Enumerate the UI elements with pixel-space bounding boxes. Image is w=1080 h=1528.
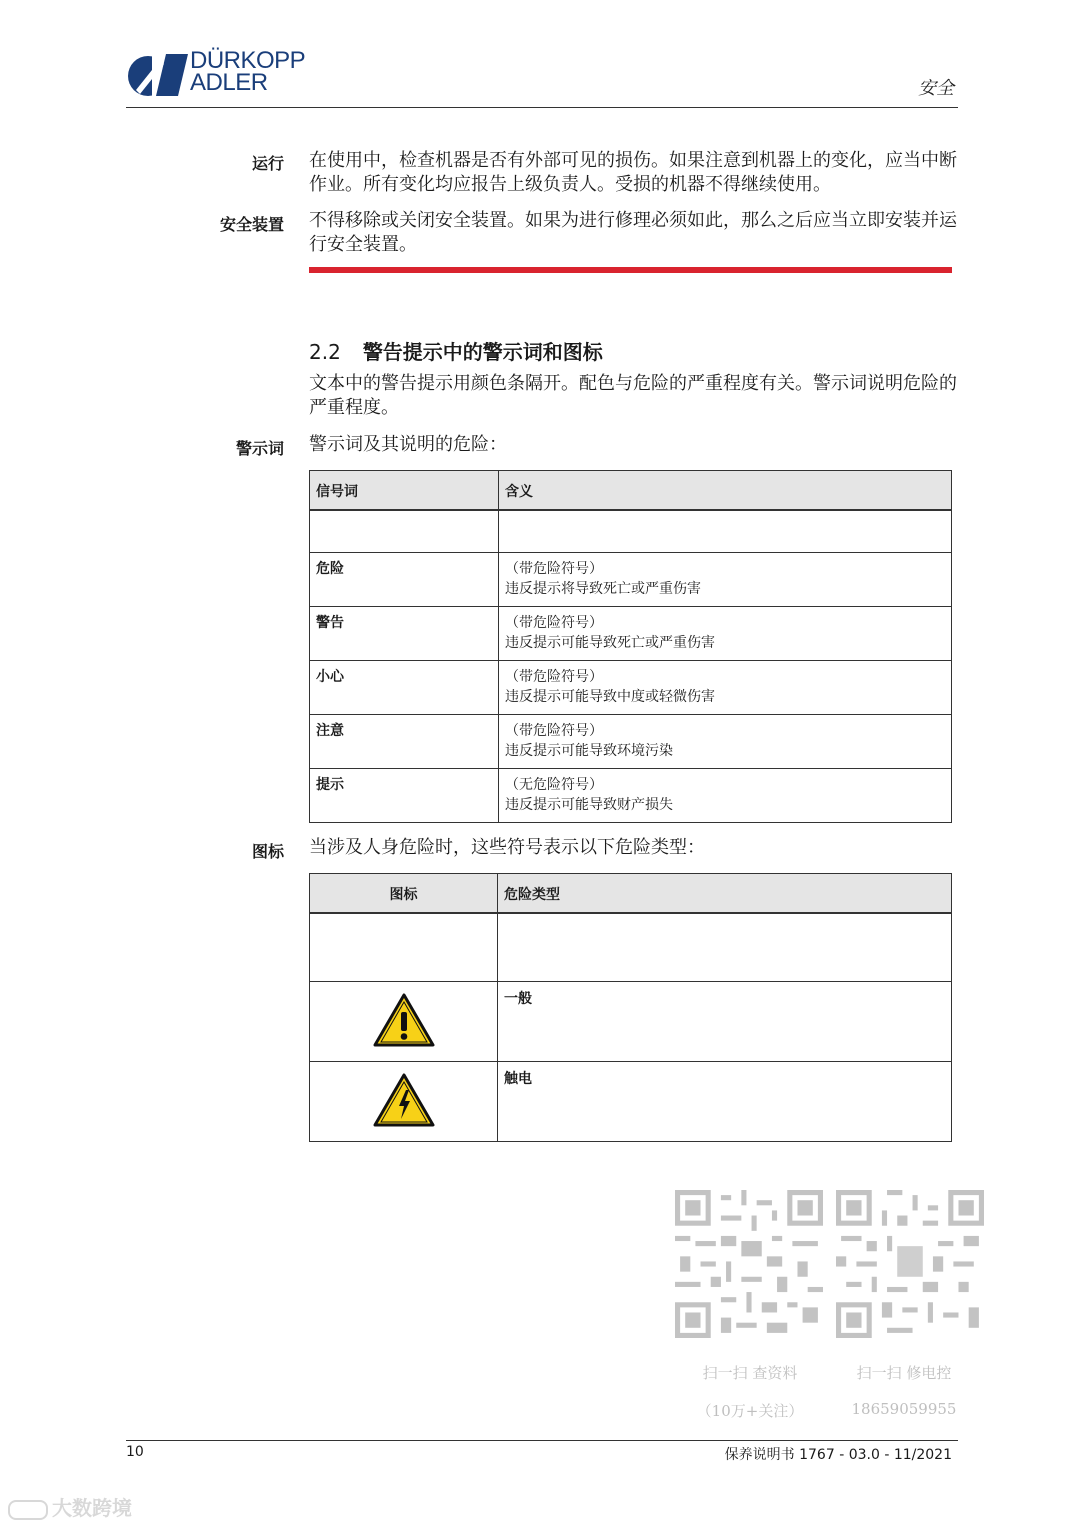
meaning-text: 违反提示可能导致中度或轻微伤害 (505, 689, 715, 705)
footer-rule (126, 1440, 958, 1441)
signal-word: 小心 (310, 661, 499, 715)
signal-meaning (499, 769, 952, 823)
watermark (8, 1492, 132, 1521)
operation-text: 在使用中，检查机器是否有外部可见的损伤。如果注意到机器上的变化，应当中断作业。所有变化均应报告上级负责人。受损的机器不得继续使用。 (309, 150, 957, 195)
document-reference: 保养说明书 1767 - 03.0 - 11/2021 (724, 1447, 952, 1463)
symbol-cell (310, 982, 498, 1062)
qr-caption-right-2: 18659059955 (851, 1400, 957, 1418)
table-header-row (310, 874, 952, 914)
table-row (310, 553, 952, 607)
section-heading (309, 336, 603, 365)
symbols-table (309, 873, 952, 1142)
operation-label: 运行 (251, 154, 284, 173)
meaning-symbol-note: （带危险符号） (505, 723, 603, 739)
logo-mark-icon (126, 50, 188, 98)
header-rule (126, 107, 958, 108)
safety-devices-text: 不得移除或关闭安全装置。如果为进行修理必须如此，那么之后应当立即安装并运行安全装置。 (309, 210, 957, 255)
watermark-text: 大数跨境 (52, 1496, 132, 1520)
column-header-meaning: 含义 (499, 471, 952, 511)
column-header-signal-word: 信号词 (310, 471, 499, 511)
column-header-symbol: 图标 (310, 874, 498, 914)
header-section-title: 安全 (918, 78, 954, 99)
table-row (310, 982, 952, 1062)
brand-line2: ADLER (190, 69, 268, 96)
general-warning-icon (372, 992, 436, 1048)
meaning-symbol-note: （无危险符号） (505, 777, 603, 793)
symbols-intro: 当涉及人身危险时，这些符号表示以下危险类型： (309, 837, 705, 858)
watermark-logo-icon (8, 1500, 48, 1520)
signal-words-intro: 警示词及其说明的危险： (309, 434, 507, 455)
electric-shock-icon (372, 1072, 436, 1128)
signal-word: 危险 (310, 553, 499, 607)
meaning-text: 违反提示将导致死亡或严重伤害 (505, 581, 701, 597)
table-row (310, 1062, 952, 1142)
brand-name (190, 47, 306, 96)
meaning-symbol-note: （带危险符号） (505, 669, 603, 685)
signal-words-label: 警示词 (235, 439, 284, 458)
signal-word: 注意 (310, 715, 499, 769)
qr-code-icon (836, 1190, 984, 1338)
danger-color-bar (309, 267, 952, 273)
brand-line1: DÜRKOPP (190, 47, 306, 74)
qr-caption-left-1: 扫一扫 查资料 (702, 1364, 798, 1382)
signal-meaning (499, 715, 952, 769)
signal-word: 提示 (310, 769, 499, 823)
qr-caption-left-2: （10万+关注） (696, 1402, 804, 1420)
signal-meaning (499, 607, 952, 661)
signal-words-table (309, 470, 952, 823)
meaning-text: 违反提示可能导致环境污染 (505, 743, 673, 759)
table-row (310, 715, 952, 769)
meaning-symbol-note: （带危险符号） (505, 615, 603, 631)
table-row (310, 769, 952, 823)
section-title: 警告提示中的警示词和图标 (362, 340, 603, 364)
brand-logo (126, 47, 326, 100)
safety-devices-label: 安全装置 (219, 215, 284, 234)
signal-meaning (499, 661, 952, 715)
page-number: 10 (126, 1444, 144, 1460)
hazard-type: 一般 (498, 982, 952, 1062)
symbols-label: 图标 (251, 842, 284, 861)
qr-caption-right-1: 扫一扫 修电控 (856, 1364, 952, 1382)
meaning-text: 违反提示可能导致死亡或严重伤害 (505, 635, 715, 651)
meaning-text: 违反提示可能导致财产损失 (505, 797, 673, 813)
signal-meaning (499, 553, 952, 607)
signal-word: 警告 (310, 607, 499, 661)
symbol-cell (310, 1062, 498, 1142)
meaning-symbol-note: （带危险符号） (505, 561, 603, 577)
table-header-row (310, 471, 952, 511)
column-header-hazard-type: 危险类型 (498, 874, 952, 914)
section-intro: 文本中的警告提示用颜色条隔开。配色与危险的严重程度有关。警示词说明危险的严重程度。 (309, 373, 957, 418)
section-number: 2.2 (309, 340, 341, 364)
table-row (310, 661, 952, 715)
qr-code-icon (675, 1190, 823, 1338)
table-row (310, 607, 952, 661)
hazard-type: 触电 (498, 1062, 952, 1142)
